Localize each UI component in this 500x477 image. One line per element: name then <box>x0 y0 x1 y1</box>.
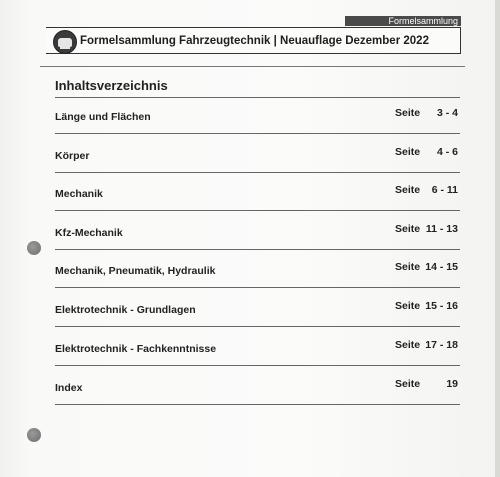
toc-entry[interactable] <box>55 378 460 402</box>
seite-label: Seite <box>395 184 421 196</box>
toc-entry[interactable] <box>55 339 460 363</box>
toc-entry-pages: 4 - 6 <box>436 146 458 158</box>
toc-entry-pages: 11 - 13 <box>425 223 458 235</box>
toc-entry-label: Körper <box>55 150 90 162</box>
seite-label: Seite <box>395 223 421 235</box>
seite-label: Seite <box>395 261 421 273</box>
toc-entry-divider <box>55 326 460 327</box>
toc-entry-divider <box>55 287 460 288</box>
toc-entry-pages: 17 - 18 <box>425 339 458 351</box>
document-title: Formelsammlung Fahrzeugtechnik | Neuauflage Dezember 2022 <box>80 35 429 47</box>
seite-label: Seite <box>395 378 421 390</box>
toc-entry[interactable] <box>55 184 460 208</box>
toc-entry[interactable] <box>55 223 460 247</box>
toc-entry-label: Mechanik <box>55 188 103 200</box>
toc-entry-label: Elektrotechnik - Grundlagen <box>55 304 196 316</box>
toc-entry-pages: 14 - 15 <box>425 261 458 273</box>
seite-label: Seite <box>395 300 421 312</box>
seite-label: Seite <box>395 107 421 119</box>
toc-entry-label: Elektrotechnik - Fachkenntnisse <box>55 343 217 355</box>
toc-entry[interactable] <box>55 146 460 170</box>
toc-entry[interactable] <box>55 261 460 285</box>
toc-entry-divider <box>55 404 460 405</box>
seite-label: Seite <box>395 146 421 158</box>
seite-label: Seite <box>395 339 421 351</box>
toc-entry-pages: 15 - 16 <box>425 300 458 312</box>
toc-heading: Inhaltsverzeichnis <box>55 78 168 93</box>
page-edge <box>495 0 500 477</box>
toc-entry-pages: 6 - 11 <box>431 184 458 196</box>
toc-entry[interactable] <box>55 300 460 324</box>
toc-entry-divider <box>55 365 460 366</box>
toc-entry-divider <box>55 172 460 173</box>
toc-heading-divider <box>55 97 460 98</box>
toc-entry-label: Länge und Flächen <box>55 111 151 123</box>
car-logo-icon <box>53 30 77 54</box>
punch-hole <box>27 241 41 255</box>
toc-entry-label: Mechanik, Pneumatik, Hydraulik <box>55 265 216 277</box>
header-divider <box>40 66 465 67</box>
toc-entry-label: Kfz-Mechanik <box>55 227 123 239</box>
toc-entry-divider <box>55 249 460 250</box>
toc-entry-divider <box>55 210 460 211</box>
toc-entry-pages: 3 - 4 <box>436 107 458 119</box>
toc-entry-pages: 19 <box>446 378 458 390</box>
toc-entry-label: Index <box>55 382 83 394</box>
punch-hole <box>27 428 41 442</box>
section-tab-label: Formelsammlung <box>345 16 461 26</box>
toc-entry-divider <box>55 133 460 134</box>
toc-entry[interactable] <box>55 107 460 131</box>
